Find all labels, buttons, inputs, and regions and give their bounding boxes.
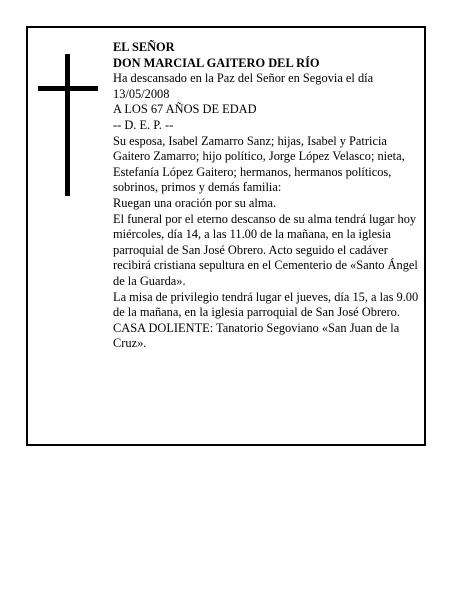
mass-paragraph: La misa de privilegio tendrá lugar el jueves, día 15, a las 9.00 de la mañana, en la iglesia parroquial de San José Obrero.	[113, 289, 419, 320]
family-paragraph: Su esposa, Isabel Zamarro Sanz; hijas, Isabel y Patricia Gaitero Zamarro; hijo político, Jorge López Velasco; nieta, Estefanía López Gaitero; hermanos, hermanos políticos, sobrinos, primos y demás familia:	[113, 133, 405, 195]
deceased-name: DON MARCIAL GAITERO DEL RÍO	[113, 55, 320, 70]
cross-icon	[38, 54, 98, 196]
cross-vertical-bar	[65, 54, 70, 196]
funeral-paragraph: El funeral por el eterno descanso de su alma tendrá lugar hoy miércoles, día 14, a las 11.00 de la mañana, en la iglesia parroquial de San José Obrero. Acto seguido el cadáver recibirá cristiana sepultura en el Cementerio de «Santo Ángel de la Guarda».	[113, 211, 418, 288]
prayer-line: Ruegan una oración por su alma.	[113, 195, 277, 210]
rip-line: -- D. E. P. --	[113, 117, 174, 132]
rest-announcement: Ha descansado en la Paz del Señor en Segovia el día 13/05/2008	[113, 71, 374, 101]
cross-horizontal-bar	[38, 86, 98, 91]
obituary-text	[113, 40, 419, 352]
mourning-house-paragraph: CASA DOLIENTE: Tanatorio Segoviano «San Juan de la Cruz».	[113, 320, 400, 351]
age-line: A LOS 67 AÑOS DE EDAD	[113, 102, 257, 117]
title-line: EL SEÑOR	[113, 40, 175, 54]
